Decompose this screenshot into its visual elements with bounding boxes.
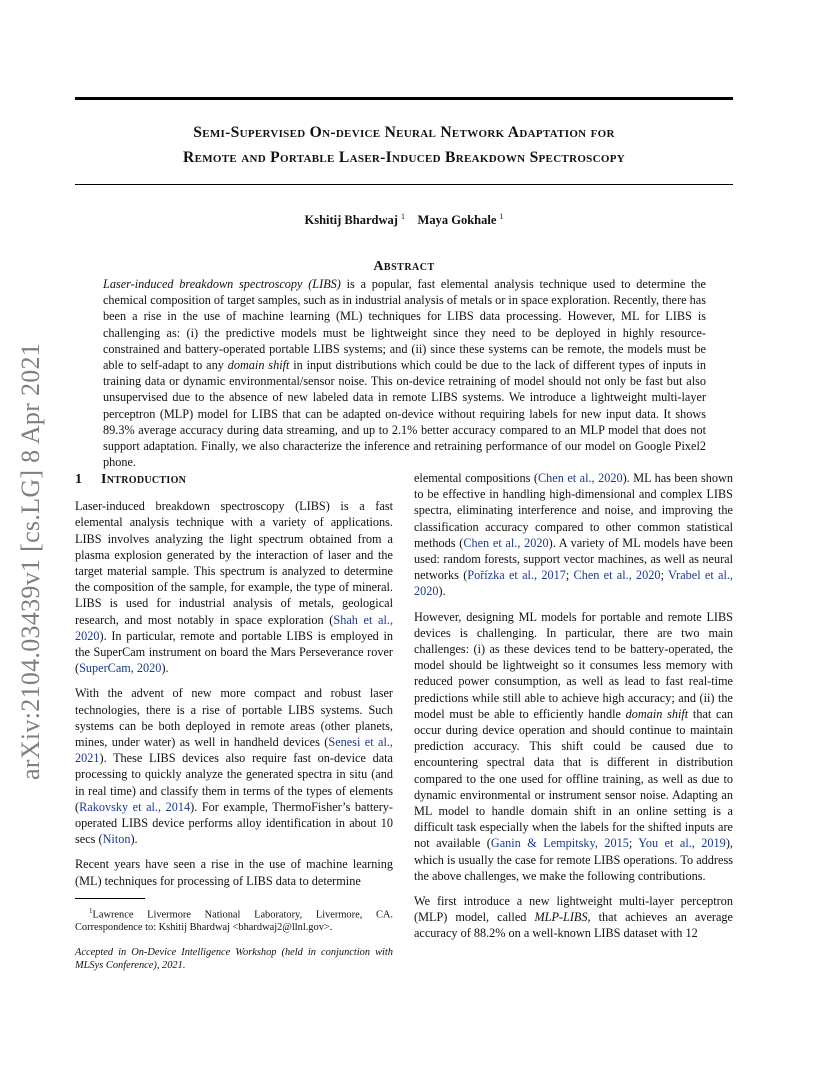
author-list bbox=[75, 212, 733, 228]
paragraph bbox=[75, 685, 393, 847]
paragraph-text: ). For example, ThermoFisher’s battery-operated LIBS device performs alloy identification in about 10 secs ( bbox=[75, 799, 393, 847]
paragraph-text: ). A variety of ML models have been used: random forests, support vector machines, as well as neural networks ( bbox=[414, 535, 733, 583]
paragraph-text: ). bbox=[438, 584, 446, 599]
paragraph-text: ; bbox=[660, 568, 669, 583]
abstract-lead: Laser-induced breakdown spectroscopy (LIBS) bbox=[103, 277, 341, 291]
section-number: 1 bbox=[75, 472, 83, 487]
paragraph-text: ). These LIBS devices also require fast on-device data processing to quickly analyze the generated spectra in situ (and in real time) and classify them in terms of the types of elements ( bbox=[75, 751, 393, 814]
emphasis: MLP-LIBS bbox=[534, 910, 588, 925]
abstract-text: is a popular, fast elemental analysis technique used to determine the chemical composition of target samples, such as in industrial analysis of metals or in space exploration. Recently, there has been a rise in the use of machine learning (ML) techniques for LIBS data processing. However, ML for LIBS is challenging as: (i) the predictive models must be lightweight since they need to be deployed in highly resource-constrained and battery-operated portable LIBS systems; and (ii) since these systems can be remote, the models must be able to self-adapt to any bbox=[103, 277, 706, 373]
citation-link[interactable]: Pořízka et al., 2017 bbox=[467, 568, 566, 583]
paragraph-text: ), which is usually the case for remote LIBS operations. To address the above challenges, we make the following contributions. bbox=[414, 836, 733, 883]
citation-link[interactable]: Niton bbox=[102, 832, 131, 847]
paragraph bbox=[414, 470, 733, 600]
citation-link[interactable]: You et al., 2019 bbox=[638, 836, 726, 851]
footnote-mark: 1 bbox=[89, 906, 93, 915]
paper-title bbox=[75, 120, 733, 170]
section-heading bbox=[75, 472, 393, 488]
paragraph-text: With the advent of new more compact and robust laser technologies, there is a rise of portable LIBS systems. Such systems can be both deployed in remote areas (other planets, mines, under water) as well in handheld devices ( bbox=[75, 686, 393, 750]
citation-link[interactable]: Shah et al., 2020 bbox=[75, 612, 394, 643]
title-line-2: Remote and Portable Laser-Induced Breakdown Spectroscopy bbox=[183, 149, 625, 166]
citation-link[interactable]: Chen et al., 2020 bbox=[463, 535, 549, 550]
paragraph-text: Laser-induced breakdown spectroscopy (LIBS) is a fast elemental analysis technique with a variety of applications. LIBS involves analyzing the light spectrum obtained from a plasma explosion generated by the interaction of laser and the target material sample. This spectrum is analyzed to determine the composition of the sample, for example, the type of mineral. LIBS is used for industrial analysis of metals, geological research, and most notably in space exploration ( bbox=[75, 499, 393, 627]
title-line-1: Semi-Supervised On-device Neural Network Adaptation for bbox=[193, 124, 615, 141]
paragraph-text: ). bbox=[130, 832, 138, 847]
footnote-text: Lawrence Livermore National Laboratory, Livermore, CA. Correspondence to: Kshitij Bhardwaj <bhardwaj2@llnl.gov>. bbox=[75, 909, 393, 934]
author-name: Kshitij Bhardwaj bbox=[304, 213, 398, 228]
paragraph-text: ). ML has been shown to be effective in handling high-dimensional and complex LIBS spectra, eliminating interference and noise, and improving the classification accuracy compared to other common statistical methods ( bbox=[414, 471, 733, 550]
paragraph bbox=[414, 893, 733, 942]
paragraph bbox=[414, 609, 733, 884]
author-affiliation-mark: 1 bbox=[401, 212, 406, 221]
abstract-text: in input distributions which could be due to the lack of different types of inputs in training data or dynamic environmental/sensor noise. This on-device retraining of model should not only be fast but also unsupervised due to the absence of new labeled data in remote LIBS systems. We introduce a lightweight multi-layer perceptron (MLP) model for LIBS that can be adapted on-device without requiring labels for new input data. It shows 89.3% average accuracy during data streaming, and up to 2.1% better accuracy compared to an MLP model that does not support adaptation. Finally, we also characterize the inference and retraining performance of our model on Google Pixel2 phone. bbox=[103, 358, 706, 470]
title-top-rule bbox=[75, 97, 733, 100]
venue-note: Accepted in On-Device Intelligence Workshop (held in conjunction with MLSys Conference), 2021. bbox=[75, 947, 393, 972]
citation-link[interactable]: Senesi et al., 2021 bbox=[75, 735, 393, 766]
emphasis: domain shift bbox=[625, 706, 689, 721]
abstract-heading: Abstract bbox=[373, 259, 435, 274]
paragraph-text: ). bbox=[161, 661, 169, 676]
paragraph: Recent years have seen a rise in the use of machine learning (ML) techniques for processing of LIBS data to determine bbox=[75, 857, 393, 888]
paragraph-text: We first introduce a new lightweight multi-layer perceptron (MLP) model, called bbox=[414, 894, 733, 925]
footnote-rule bbox=[75, 898, 145, 899]
citation-link[interactable]: Chen et al., 2020 bbox=[573, 568, 661, 583]
paragraph-text: , that achieves an average accuracy of 88.2% on a well-known LIBS dataset with 12 bbox=[414, 910, 733, 941]
paragraph-text: ). In particular, remote and portable LIBS is employed in the SuperCam instrument on board the Mars Perseverance rover ( bbox=[75, 628, 393, 676]
abstract-emphasis: domain shift bbox=[227, 358, 290, 373]
paragraph-text: that can occur during device operation and should continue to maintain prediction accuracy. This shift could be caused due to encountering spectral data that is different in distribution compared to the one used for offline training, as well as due to dynamic environmental or instrument sensor noise. Adapting an ML model to handle domain shift in an online setting is a difficult task especially when the labels for the shifted inputs are not available ( bbox=[414, 706, 733, 851]
affiliation-footnote bbox=[75, 905, 393, 934]
right-column bbox=[414, 470, 733, 951]
citation-link[interactable]: Rakovsky et al., 2014 bbox=[79, 799, 191, 814]
citation-link[interactable]: Vrabel et al., 2020 bbox=[414, 568, 733, 599]
left-column bbox=[75, 470, 393, 972]
author-affiliation-mark: 1 bbox=[499, 212, 504, 221]
paragraph-text: ; bbox=[565, 568, 574, 583]
title-bottom-rule bbox=[75, 184, 733, 185]
paragraph-text: However, designing ML models for portable and remote LIBS devices is challenging. In particular, there are two main challenges: (i) as these devices tend to be battery-operated, the model should be lightweight so it consumes less memory with reduced power consumption, as well as lead to fast real-time predictions while still able to achieve high accuracy; and (ii) the model must be able to efficiently handle bbox=[414, 609, 733, 721]
paragraph bbox=[75, 498, 393, 676]
citation-link[interactable]: SuperCam, 2020 bbox=[79, 661, 162, 676]
paragraph-text: ; bbox=[628, 836, 639, 851]
author-name: Maya Gokhale bbox=[417, 213, 497, 228]
citation-link[interactable]: Chen et al., 2020 bbox=[537, 471, 623, 485]
abstract-body bbox=[103, 276, 706, 470]
paragraph-text: elemental compositions ( bbox=[414, 471, 538, 485]
arxiv-side-stamp: arXiv:2104.03439v1 [cs.LG] 8 Apr 2021 bbox=[16, 342, 45, 780]
citation-link[interactable]: Ganin & Lempitsky, 2015 bbox=[490, 836, 629, 851]
section-title: Introduction bbox=[101, 472, 187, 487]
